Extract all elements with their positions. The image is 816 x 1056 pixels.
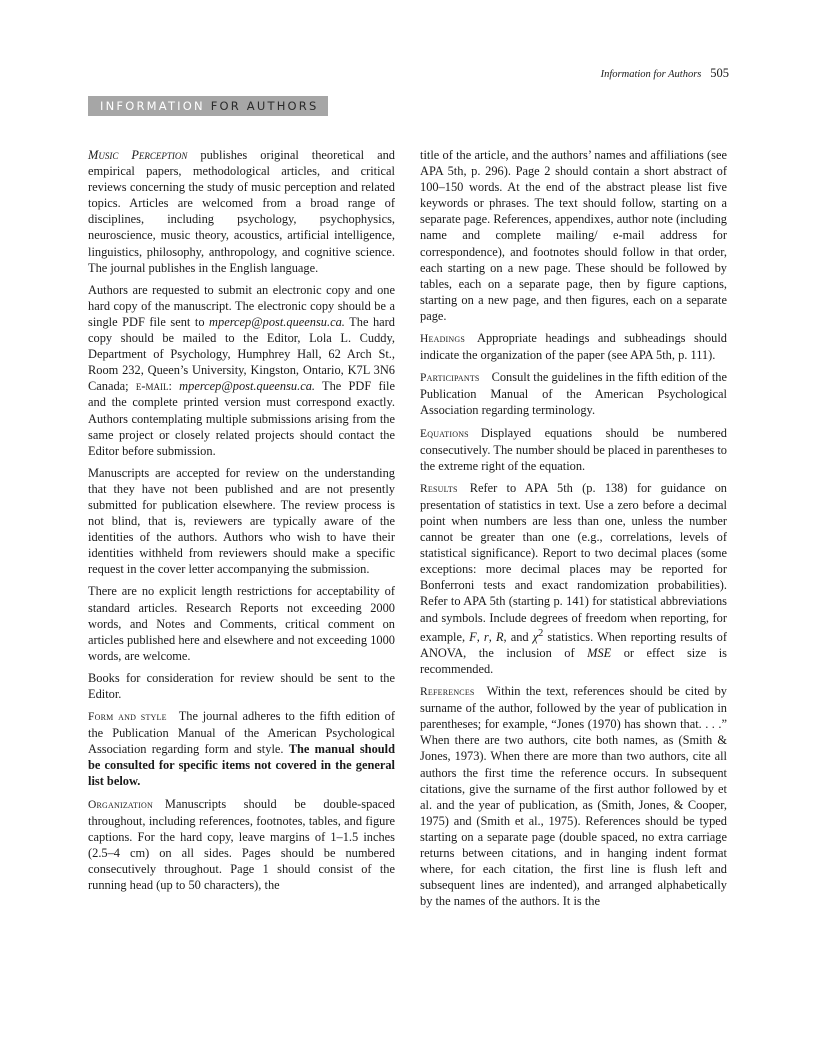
intro-paragraph: [88, 147, 395, 276]
references-text: Within the text, references should be cited by surname of the author, followed by the year of publication in parentheses; for example, “Jones (1970) has shown that. . . .” When there are two authors, cite both names, as (Smith & Jones, 1973). When there are more than two authors, cite all authors the first time the reference occurs. In subsequent citations, give the surname of the first author followed by et al. and the year of publication, as (Smith, Jones, & Cooper, 1975) and (Smith et al., 1975). References should be typed starting on a separate page (double spaced, no extra carriage returns between citations, and in hanging indent format where, for each citation, the first line is flush left and subsequent lines are indented), and arranged alphabetically by the names of the authors. It is the: [420, 684, 727, 909]
stat-mse: MSE: [587, 645, 612, 660]
organization-continued-paragraph: title of the article, and the authors’ names and affiliations (see APA 5th, p. 296). Page 2 should contain a short abstract of 100–150 words. At the end of the abstract please list five keywords or phrases. The text should follow, starting on a separate page. References, appendixes, author note (including name and complete mailing/ e-mail address for correspondence), and footnotes should follow in that order, each starting on a new page. These should be followed by tables, each on a separate page, then by figure captions, starting on a new page, and then figures, each on a separate page.: [420, 148, 727, 323]
headings-text: Appropriate headings and subheadings should indicate the organization of the paper (see APA 5th, p. 111).: [420, 331, 727, 363]
references-paragraph: [420, 683, 727, 909]
stat-f: F: [469, 629, 477, 644]
organization-text: Manuscripts should be double-spaced throughout, including references, footnotes, tables, and figure captions. For the hard copy, leave margins of 1–1.5 inches (2.5–4 cm) on all sides. Pages should be numbered consecutively throughout. Page 1 should consist of the running head (up to 50 characters), the: [88, 796, 395, 893]
running-head: [601, 66, 729, 81]
running-head-title: Information for Authors: [600, 69, 702, 80]
editor-email-link-2[interactable]: mpercep@post.queensu.ca.: [179, 379, 316, 394]
email-label: e-mail:: [135, 379, 172, 394]
intro-text: publishes original theoretical and empirical papers, methodological articles, and critical reviews concerning the study of music perception and related topics. Articles are welcomed from a broad range of disciplines, including psychology, psychophysics, neuroscience, music theory, acoustics, artificial intelligence, linguistics, philosophy, anthropology, and cognitive science. The journal publishes in the English language.: [88, 148, 395, 275]
form-and-style-heading: Form and style: [88, 711, 167, 724]
form-and-style-bold: The manual should be consulted for specific items not covered in the general list below.: [88, 742, 395, 789]
participants-text: Consult the guidelines in the fifth edition of the Publication Manual of the American Psychological Association regarding terminology.: [420, 370, 727, 418]
headings-paragraph: [420, 330, 727, 363]
organization-heading: Organization: [88, 798, 153, 811]
results-text-b: statistics. When reporting results of ANOVA, the inclusion of: [420, 629, 727, 660]
submission-text-a: Authors are requested to submit an electronic copy and one hard copy of the manuscript. The electronic copy should be a single PDF file sent to: [88, 282, 395, 329]
submission-text-b: The hard copy should be mailed to the Editor, Lola L. Cuddy, Department of Psychology, Humphrey Hall, 62 Arch St., Room 232, Queen’s University, Kingston, Ontario, K7L 3N6 Canada;: [88, 314, 395, 394]
stat-capital-r: R: [495, 629, 504, 644]
books-paragraph: Books for consideration for review should be sent to the Editor.: [88, 670, 395, 701]
editor-email-link[interactable]: mpercep@post.queensu.ca.: [209, 314, 345, 329]
organization-paragraph: [88, 796, 395, 894]
equations-text: Displayed equations should be numbered consecutively. The number should be placed in parentheses to the extreme right of the equation.: [420, 425, 727, 473]
equations-heading: Equations: [420, 427, 469, 440]
results-heading: Results: [420, 482, 458, 495]
review-paragraph: Manuscripts are accepted for review on the understanding that they have not been published and are not presently submitted for publication elsewhere. The review process is not blind, that is, reviewers are typically aware of the identities of the authors. Authors who wish to have their identities withheld from reviewers should make a specific request in the cover letter accompanying the submission.: [88, 465, 395, 577]
journal-name: Music Perception: [88, 148, 188, 162]
banner-word-for-authors: FOR AUTHORS: [210, 99, 319, 113]
participants-heading: Participants: [420, 372, 480, 385]
form-and-style-text: The journal adheres to the fifth edition of the Publication Manual of the American Psychological Association regarding form and style.: [88, 709, 395, 757]
participants-paragraph: [420, 369, 727, 418]
banner-word-information: INFORMATION: [100, 99, 205, 113]
results-paragraph: Results Refer to APA 5th (p. 138) for guidance on presentation of statistics in text. Use a zero before a decimal point when numbers are less than one, unless the number cannot be greater than one (e.g., correlations, levels of statistical significance). Report to two decimal places (some exceptions: more decimal places may be reported for Bonferroni tests and exact randomization probabilities). Refer to APA 5th (starting p. 141) for statistical abbreviations and symbols. Include degrees of freedom when reporting, for example, F, r, R, and $\chi^2$ statistics. When reporting results of ANOVA, the inclusion of MSE or effect size is recommended.: [420, 480, 727, 676]
stat-chi: χ: [532, 629, 539, 644]
right-column: [420, 147, 727, 915]
left-column: [88, 147, 395, 899]
section-banner: [88, 96, 328, 116]
references-heading: References: [420, 686, 475, 699]
results-text-c: or effect size is recommended.: [420, 645, 727, 676]
page-number: 505: [710, 66, 729, 80]
form-and-style-paragraph: [88, 708, 395, 789]
submission-paragraph: [88, 282, 395, 459]
stat-r: r: [483, 629, 489, 644]
headings-heading: Headings: [420, 333, 466, 346]
length-paragraph: There are no explicit length restrictions for acceptability of standard articles. Research Reports not exceeding 2000 words, and Notes and Comments, critical comment on articles published here and elsewhere and not exceeding 1000 words, are welcome.: [88, 584, 395, 663]
submission-text-c: The PDF file and the complete printed version must correspond exactly. Authors contemplating multiple submissions arising from the same project or closely related projects should contact the Editor before submission.: [88, 379, 396, 458]
equations-paragraph: [420, 425, 727, 474]
results-text-a: Refer to APA 5th (p. 138) for guidance on presentation of statistics in text. Use a zero before a decimal point when numbers are less than one, unless the number cannot be greater than one (e.g., correlations, levels of statistical significance). Report to two decimal places (some exceptions: more decimal places may be reported for Bonferroni tests and exact randomization probabilities). Refer to APA 5th (starting p. 141) for statistical abbreviations and symbols. Include degrees of freedom when reporting, for example,: [420, 480, 727, 644]
stat-chi-squared: 2: [538, 627, 544, 639]
